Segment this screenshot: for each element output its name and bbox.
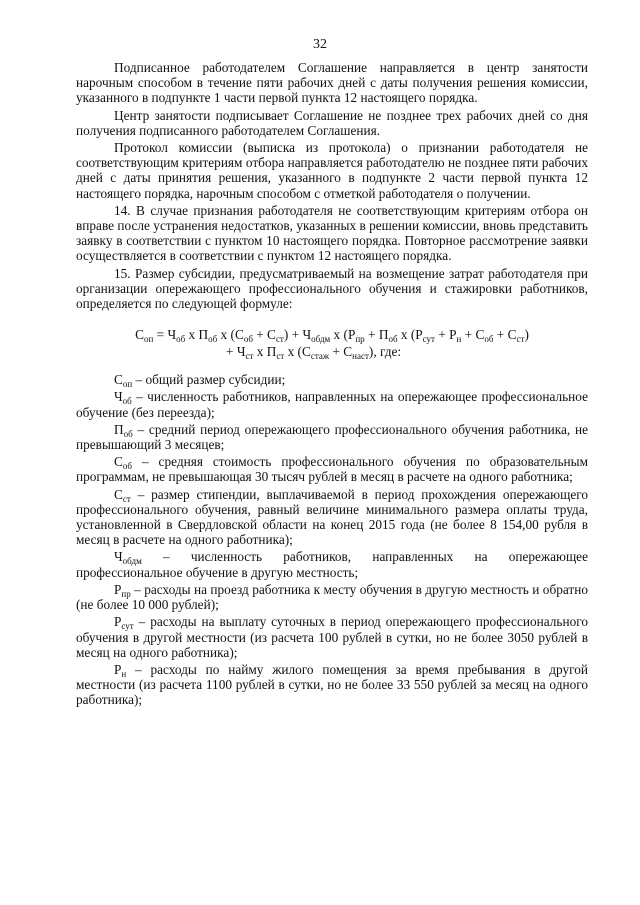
page-number: 32 [313,37,327,52]
definition-symbol-subscript: н [121,668,127,679]
definition-symbol-subscript: оп [122,379,133,390]
paragraph: Протокол комиссии (выписка из протокола) о признании работодателя не соответствующим критериям отбора направляется работодателю не позднее пяти рабочих дней с даты принятия решения, указанного в подпункте 2 части первой пункта 12 настоящего порядка, нарочным способом с отметкой работодателя о получении. [76,140,588,201]
definition-text: – размер стипендии, выплачиваемой в период прохождения опережающего профессионального обучения, равный величине минимального размера оплаты труда, установленной в Свердловской области на конец 2015 года (не более 8 154,00 рубля в месяц в расчете на одного работника); [76,486,588,548]
definition-item [76,372,588,390]
definition-symbol: Ч [114,549,123,565]
definition-symbol: Р [114,614,122,630]
definition-item [76,614,588,660]
definition-item [76,454,588,484]
paragraph: Центр занятости подписывает Соглашение не позднее трех рабочих дней со дня получения подписанного работодателем Соглашения. [76,107,588,138]
definition-symbol: С [114,372,123,388]
definition-text: – расходы на выплату суточных в период опережающего профессионального обучения в другой местности (из расчета 100 рублей в сутки, но не более 3050 рублей в месяц на одного работника); [76,614,588,660]
paragraph: Подписанное работодателем Соглашение направляется в центр занятости нарочным способом в течение пяти рабочих дней с даты получения решения комиссии, указанного в подпункте 1 части первой пункта 12 настоящего порядка. [76,60,588,106]
definition-text: – средний период опережающего профессионального обучения работника, не превышающий 3 месяцев; [76,421,588,453]
definition-item [76,549,588,579]
definition-symbol-subscript: об [122,396,132,407]
definition-text: – численность работников, направленных на опережающее профессиональное обучение (без переезда); [76,389,588,420]
definition-text: – расходы по найму жилого помещения за время пребывания в другой местности (из расчета 1100 рублей в сутки, но не более 33 550 рублей за месяц на одного работника); [76,661,588,708]
definition-symbol: С [114,486,123,502]
definition-item [76,389,588,419]
definition-symbol-subscript: обдм [122,556,142,567]
definition-item [76,422,588,452]
definition-symbol-subscript: сут [121,621,134,632]
definition-symbol-subscript: об [123,428,133,439]
paragraph-item-15: 15. Размер субсидии, предусматриваемый на возмещение затрат работодателя при организации опережающего профессионального обучения и стажировки работников, определяется по следующей формуле: [76,265,588,312]
definition-item [76,582,588,612]
definition-symbol-subscript: об [122,461,132,472]
formula-line-1: $С_{оп} = Ч_{об}$ x $П_{об}$ x $(С_{об} + С_{ст}) + Ч_{обдм}$ x ($Р_{пр} + П_{об}$ x $(Р_{сут} + Р_н + С_{об} + С_{ст})$ [135,327,529,345]
paragraph-item-14: 14. В случае признания работодателя не соответствующим критериям отбора он вправе после устранения недостатков, указанных в решении комиссии, вновь представить заявку в соответствии с пунктом 10 настоящего порядка. Повторное рассмотрение заявки осуществляется в соответствии с пунктом 12 настоящего порядка. [76,202,588,264]
definition-symbol: Ч [114,389,123,405]
definition-item [76,487,588,548]
definition-text: – средняя стоимость профессионального обучения по образовательным программам, не превышающая 30 тысяч рублей в месяц в расчете на одного работника; [76,454,588,485]
definition-item [76,662,588,708]
document-body [76,60,588,710]
definitions-list [76,372,588,707]
definition-symbol-subscript: пр [121,588,131,599]
subsidy-formula [76,326,588,360]
definition-text: – общий размер субсидии; [132,372,286,388]
definition-text: – расходы на проезд работника к месту обучения в другую местность и обратно (не более 10 000 рублей); [76,581,588,613]
definition-symbol: П [114,421,124,437]
definition-symbol: С [114,454,123,470]
definition-symbol: Р [114,661,122,677]
definition-symbol: Р [114,581,122,597]
definition-text: – численность работников, направленных на опережающее профессиональное обучение в другую местность; [76,549,588,580]
formula-line-2: + $Ч_{ст}$ x $П_{ст}$ x $(С_{стаж} + С_{наст})$, где: [226,344,402,362]
definition-symbol-subscript: ст [122,493,131,504]
